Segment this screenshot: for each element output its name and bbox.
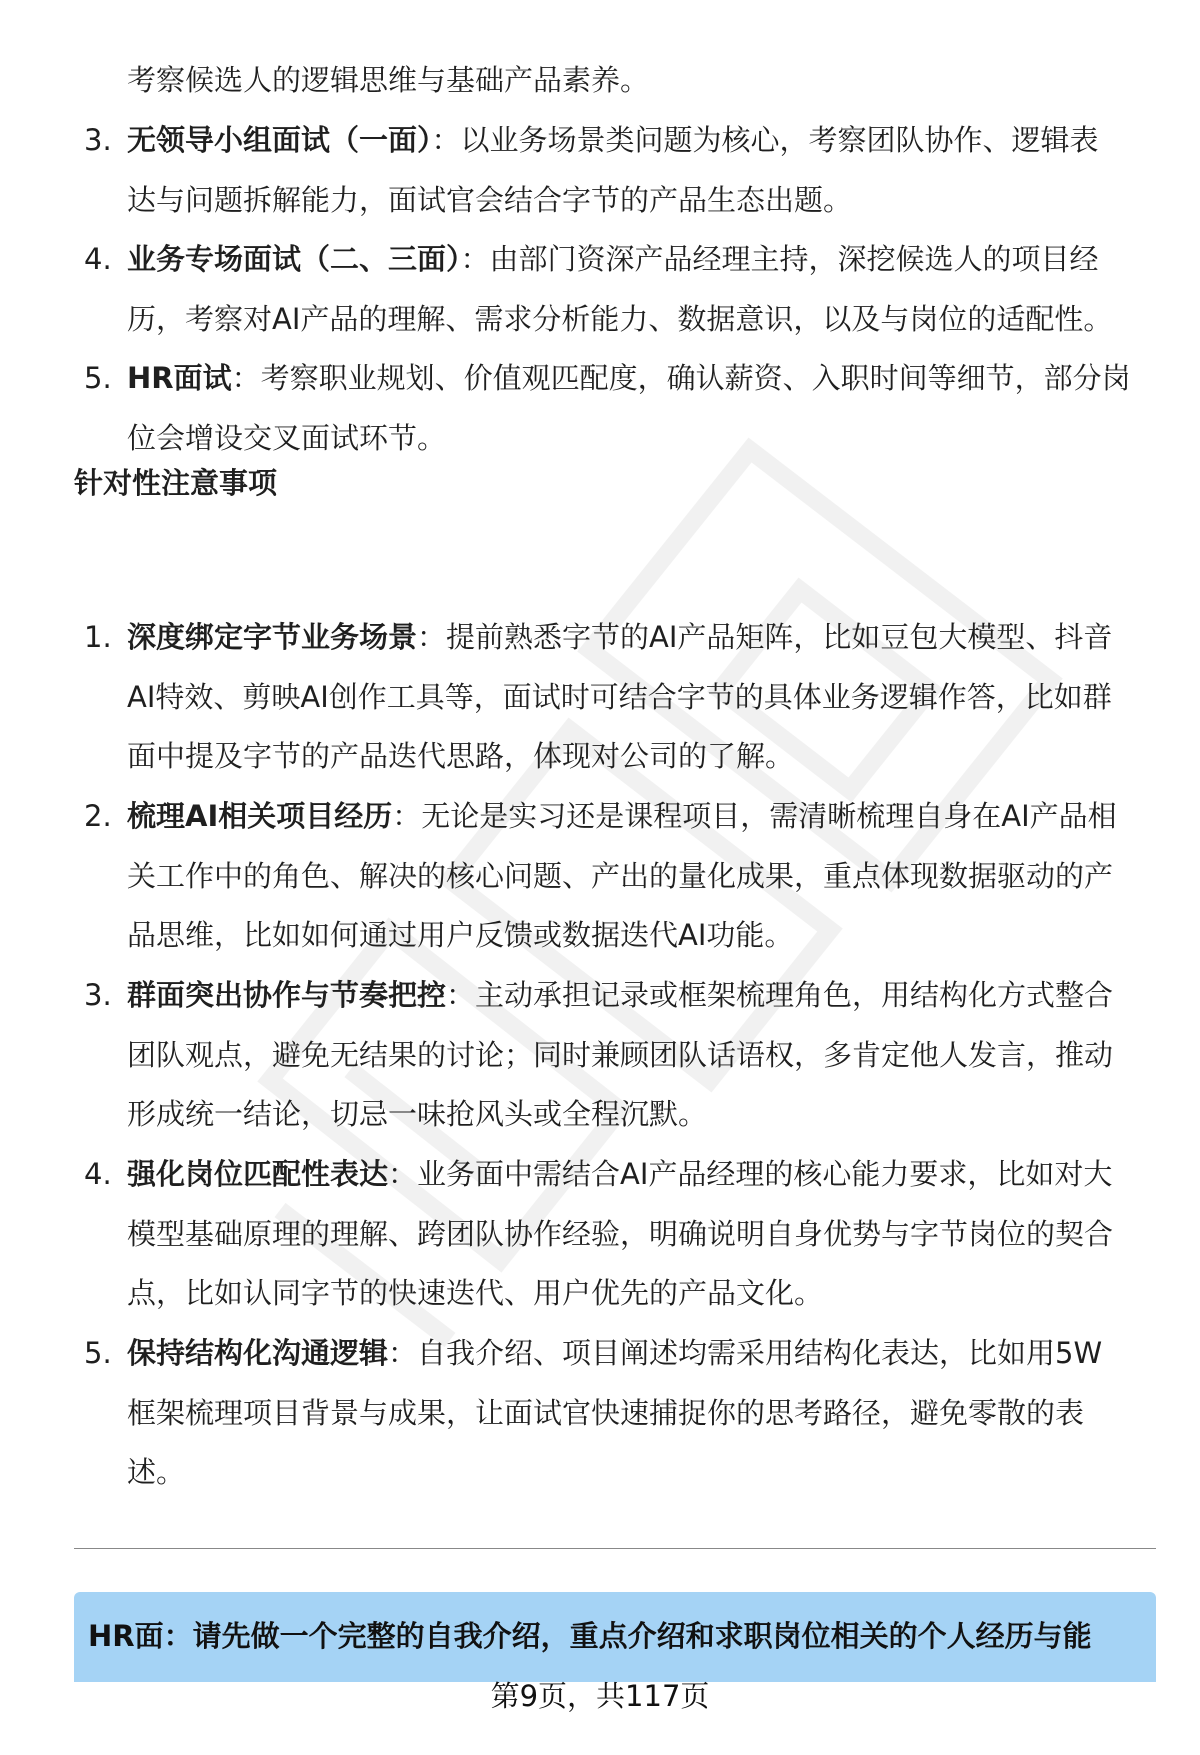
hr-question-text: HR面：请先做一个完整的自我介绍，重点介绍和求职岗位相关的个人经历与能 [88, 1619, 1092, 1653]
list-item-continuation: 模型基础原理的理解、跨团队协作经验，明确说明自身优势与字节岗位的契合 [127, 1216, 1114, 1251]
list-item-text: 由部门资深产品经理主持，深挖候选人的项目经 [489, 242, 1099, 276]
list-item-separator: ： [431, 123, 461, 157]
list-number: 3. [84, 978, 112, 1012]
list-item-text: 提前熟悉字节的AI产品矩阵，比如豆包大模型、抖音 [446, 620, 1113, 654]
list-item-continuation: 述。 [127, 1455, 186, 1489]
list-number: 4. [84, 1157, 112, 1191]
list-number: 5. [84, 361, 112, 395]
list-item-first-line [127, 120, 1099, 160]
list-item-text: 自我介绍、项目阐述均需采用结构化表达，比如用5W [417, 1336, 1103, 1370]
list-item-first-line [127, 1333, 1102, 1373]
list-item-separator: ： [388, 1336, 418, 1370]
list-item-term: 强化岗位匹配性表达 [127, 1157, 389, 1191]
list-item-continuation: 历，考察对AI产品的理解、需求分析能力、数据意识，以及与岗位的适配性。 [127, 301, 1113, 336]
list-item-text: 无论是实习还是课程项目，需清晰梳理自身在AI产品相 [421, 799, 1117, 833]
list-number: 5. [84, 1336, 112, 1370]
list-number: 1. [84, 620, 112, 654]
list-item-continuation: 关工作中的角色、解决的核心问题、产出的量化成果，重点体现数据驱动的产 [127, 858, 1114, 893]
list-item-separator: ： [417, 620, 447, 654]
list-item-continuation: 点，比如认同字节的快速迭代、用户优先的产品文化。 [127, 1276, 824, 1310]
list-item-text: 主动承担记录或框架梳理角色，用结构化方式整合 [475, 978, 1114, 1012]
list-number: 4. [84, 242, 112, 276]
list-item-separator: ： [460, 242, 490, 276]
list-item-continuation: 团队观点，避免无结果的讨论；同时兼顾团队话语权，多肯定他人发言，推动 [127, 1037, 1114, 1072]
list-item-term: HR面试 [127, 361, 232, 395]
list-item-separator: ： [388, 1157, 418, 1191]
list-item-text: 考察职业规划、价值观匹配度，确认薪资、入职时间等细节，部分岗 [260, 361, 1131, 395]
list-item-term: 梳理AI相关项目经历 [127, 799, 393, 833]
list-item-first-line [127, 1154, 1112, 1194]
list-item-separator: ： [446, 978, 476, 1012]
list-item-text: 以业务场景类问题为核心，考察团队协作、逻辑表 [460, 123, 1099, 157]
list-item-continuation: 框架梳理项目背景与成果，让面试官快速捕捉你的思考路径，避免零散的表 [127, 1395, 1085, 1430]
page-number: 第9页，共117页 [490, 1679, 710, 1713]
list-item-first-line [127, 796, 1117, 836]
list-item-term: 深度绑定字节业务场景 [127, 620, 418, 654]
list-number: 2. [84, 799, 112, 833]
list-item-continuation: 位会增设交叉面试环节。 [127, 420, 447, 455]
list-item-continuation: 品思维，比如如何通过用户反馈或数据迭代AI功能。 [127, 918, 794, 952]
list-item-term: 业务专场面试（二、三面） [127, 242, 461, 276]
continuation-text: 考察候选人的逻辑思维与基础产品素养。 [127, 63, 650, 97]
list-item-first-line [127, 975, 1113, 1015]
list-item-continuation: 形成统一结论，切忌一味抢风头或全程沉默。 [127, 1097, 708, 1131]
list-item-continuation: AI特效、剪映AI创作工具等，面试时可结合字节的具体业务逻辑作答，比如群 [127, 679, 1112, 714]
list-item-term: 保持结构化沟通逻辑 [127, 1336, 389, 1370]
list-item-term: 群面突出协作与节奏把控 [127, 978, 447, 1012]
section-heading: 针对性注意事项 [74, 466, 278, 500]
divider [74, 1548, 1156, 1549]
list-number: 3. [84, 123, 112, 157]
list-item-first-line [127, 239, 1099, 279]
list-item-term: 无领导小组面试（一面） [127, 123, 432, 157]
list-item-continuation: 面中提及字节的产品迭代思路，体现对公司的了解。 [127, 739, 795, 773]
list-item-first-line [127, 358, 1131, 398]
list-item-separator: ： [231, 361, 261, 395]
list-item-text: 业务面中需结合AI产品经理的核心能力要求，比如对大 [417, 1157, 1113, 1191]
list-item-separator: ： [392, 799, 422, 833]
list-item-first-line [127, 617, 1112, 657]
hr-question-box [74, 1592, 1156, 1682]
list-item-continuation: 达与问题拆解能力，面试官会结合字节的产品生态出题。 [127, 182, 853, 217]
